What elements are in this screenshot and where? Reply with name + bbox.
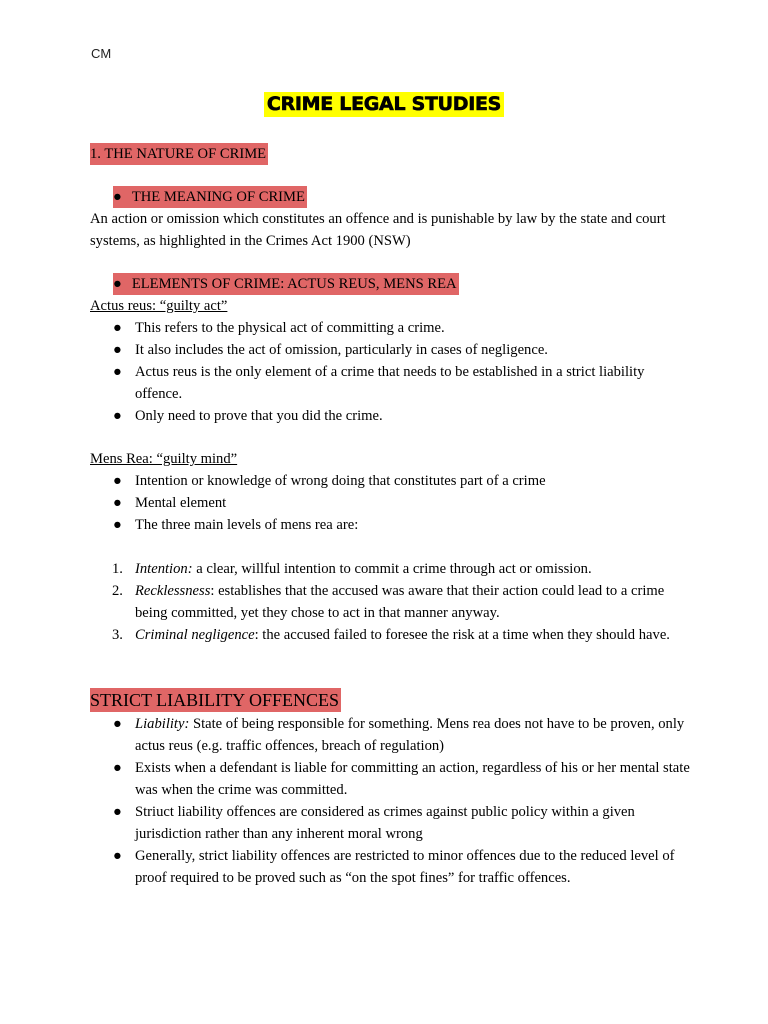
header-initials: CM	[91, 46, 112, 61]
list-item-text: This refers to the physical act of committing a crime.	[135, 320, 445, 336]
document-title: CRIME LEGAL STUDIES	[264, 92, 504, 117]
mens-rea-levels-list	[90, 558, 670, 646]
list-item	[90, 470, 690, 492]
elements-heading: ELEMENTS OF CRIME: ACTUS REUS, MENS REA	[131, 276, 457, 292]
bullet-dot: ●	[113, 716, 122, 732]
numbered-item	[90, 624, 670, 646]
bullet-dot: ●	[113, 517, 122, 533]
mens-rea-list	[90, 470, 690, 536]
numbered-item	[90, 558, 670, 580]
numbered-item	[90, 580, 670, 624]
list-item	[90, 713, 690, 757]
list-item-text: State of being responsible for something. Mens rea does not have to be proven, only actus reus (e.g. traffic offences, breach of regulation)	[135, 716, 685, 754]
item-number: 1.	[112, 561, 123, 577]
actus-reus-label: Actus reus: “guilty act”	[90, 298, 228, 314]
level-term: Recklessness	[135, 583, 211, 599]
item-number: 3.	[112, 627, 123, 643]
list-item-text: Only need to prove that you did the crime.	[135, 408, 383, 424]
level-term: Criminal negligence	[135, 627, 255, 643]
bullet-dot: ●	[113, 804, 122, 820]
list-item	[90, 801, 690, 845]
bullet-dot: ●	[113, 848, 122, 864]
document-title-row	[0, 92, 768, 117]
actus-reus-list	[90, 317, 690, 427]
bullet-dot: ●	[113, 320, 122, 336]
meaning-heading-highlight	[113, 186, 307, 208]
bullet-dot: ●	[113, 495, 122, 511]
bullet-dot: ●	[113, 364, 122, 380]
elements-of-crime-block	[90, 273, 690, 427]
elements-heading-highlight	[113, 273, 459, 295]
list-item	[90, 514, 690, 536]
level-term: Intention:	[135, 561, 193, 577]
liability-term: Liability:	[135, 716, 190, 732]
mens-rea-levels-block	[90, 558, 670, 646]
bullet-dot: ●	[113, 760, 122, 776]
list-item-text: The three main levels of mens rea are:	[135, 517, 359, 533]
section-nature-of-crime	[90, 143, 690, 165]
list-item-text: Mental element	[135, 495, 227, 511]
list-item	[90, 317, 690, 339]
bullet-dot: ●	[113, 473, 122, 489]
list-item-text: Actus reus is the only element of a crime that needs to be established in a strict liability offence.	[135, 364, 645, 402]
list-item-text: Generally, strict liability offences are restricted to minor offences due to the reduced level of proof required to be proved such as “on the spot fines” for traffic offences.	[135, 848, 675, 886]
meaning-of-crime-block	[90, 186, 690, 252]
mens-rea-block	[90, 448, 690, 536]
mens-rea-label: Mens Rea: “guilty mind”	[90, 451, 238, 467]
list-item	[90, 405, 690, 427]
list-item	[90, 492, 690, 514]
section-heading: 1. THE NATURE OF CRIME	[90, 143, 268, 165]
level-text: : establishes that the accused was aware that their action could lead to a crime being committed, yet they chose to act in that manner anyway.	[135, 583, 665, 621]
level-text: a clear, willful intention to commit a crime through act or omission.	[192, 561, 592, 577]
list-item	[90, 339, 690, 361]
level-text: : the accused failed to foresee the risk at a time when they should have.	[254, 627, 670, 643]
bullet-dot: ●	[113, 189, 122, 205]
list-item-text: Striuct liability offences are considered as crimes against public policy within a given jurisdiction rather than any inherent moral wrong	[135, 804, 635, 842]
bullet-dot: ●	[113, 408, 122, 424]
list-item-text: Exists when a defendant is liable for committing an action, regardless of his or her mental state was when the crime was committed.	[135, 760, 690, 798]
strict-liability-heading: STRICT LIABILITY OFFENCES	[90, 690, 340, 710]
item-number: 2.	[112, 583, 123, 599]
bullet-dot: ●	[113, 342, 122, 358]
strict-liability-list	[90, 713, 690, 889]
list-item-text: Intention or knowledge of wrong doing that constitutes part of a crime	[135, 473, 546, 489]
list-item	[90, 757, 690, 801]
meaning-heading: THE MEANING OF CRIME	[131, 189, 305, 205]
strict-liability-block	[90, 688, 690, 889]
list-item	[90, 845, 690, 889]
bullet-dot: ●	[113, 276, 122, 292]
list-item	[90, 361, 690, 405]
list-item-text: It also includes the act of omission, particularly in cases of negligence.	[135, 342, 548, 358]
meaning-text: An action or omission which constitutes an offence and is punishable by law by the state and court systems, as highlighted in the Crimes Act 1900 (NSW)	[90, 211, 666, 249]
